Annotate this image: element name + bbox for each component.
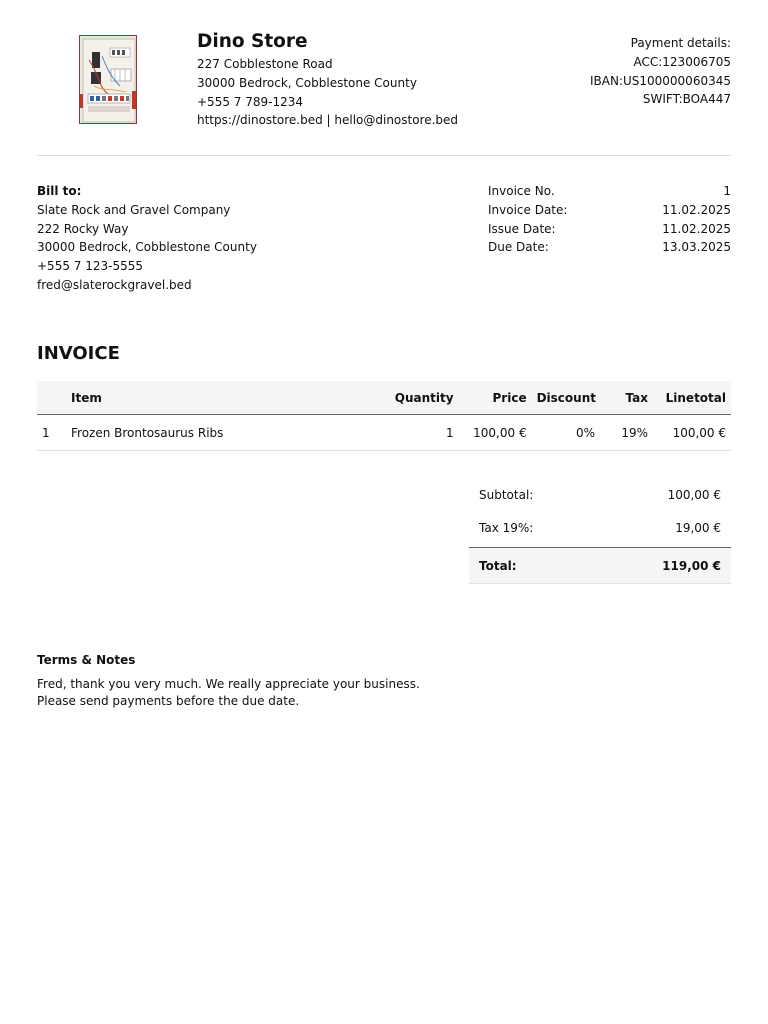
seller-web-email: https://dinostore.bed | hello@dinostore.bed: [197, 113, 459, 128]
meta-row-due-date: [488, 238, 731, 257]
totals-block: [469, 478, 731, 584]
cell-discount: 0%: [532, 415, 601, 451]
subtotal-row: [469, 478, 731, 511]
cell-number: 1: [37, 415, 66, 451]
bill-to-label: Bill to:: [37, 184, 82, 198]
col-header-tax: Tax: [601, 381, 653, 415]
store-logo-image: [79, 35, 137, 124]
subtotal-label: Subtotal:: [479, 487, 534, 502]
col-header-discount: Discount: [532, 381, 601, 415]
invoice-meta: [488, 182, 731, 257]
meta-label: Invoice No.: [488, 184, 555, 198]
meta-row-invoice-no: [488, 182, 731, 201]
subtotal-value: 100,00 €: [667, 487, 721, 502]
cell-quantity: 1: [364, 415, 459, 451]
col-header-item: Item: [66, 381, 364, 415]
seller-address-line2: 30000 Bedrock, Cobblestone County: [197, 75, 417, 90]
cell-linetotal: 100,00 €: [653, 415, 731, 451]
cell-item: Frozen Brontosaurus Ribs: [66, 415, 364, 451]
seller-info: [197, 30, 497, 130]
bill-to-block: [37, 182, 357, 295]
tax-label: Tax 19%:: [479, 520, 534, 535]
seller-address-line1: 227 Cobblestone Road: [197, 57, 333, 71]
meta-label: Due Date:: [488, 240, 549, 255]
payment-details-label: Payment details:: [630, 36, 731, 50]
line-items-table: [37, 381, 731, 451]
bill-to-phone: +555 7 123-5555: [37, 259, 143, 274]
total-value: 119,00 €: [662, 558, 721, 573]
cell-tax: 19%: [601, 415, 653, 451]
header-divider: [37, 155, 731, 156]
meta-value: 11.02.2025: [662, 202, 731, 217]
tax-row: [469, 511, 731, 544]
payment-details: [471, 34, 731, 109]
cell-price: 100,00 €: [459, 415, 532, 451]
bill-to-address-line1: 222 Rocky Way: [37, 221, 129, 236]
bill-to-email: fred@slaterockgravel.bed: [37, 277, 192, 292]
total-row: [469, 547, 731, 584]
table-row: [37, 415, 731, 451]
meta-value: 1: [723, 184, 731, 198]
invoice-title: INVOICE: [37, 343, 120, 364]
seller-phone: +555 7 789-1234: [197, 94, 303, 109]
payment-iban: IBAN:US100000060345: [589, 73, 731, 88]
payment-swift: SWIFT:BOA447: [642, 92, 731, 107]
bill-to-address-line2: 30000 Bedrock, Cobblestone County: [37, 240, 257, 255]
bill-to-name: Slate Rock and Gravel Company: [37, 202, 231, 217]
meta-value: 11.02.2025: [662, 221, 731, 236]
col-header-quantity: Quantity: [364, 381, 459, 415]
notes-line2: Please send payments before the due date.: [37, 693, 300, 708]
tax-value: 19,00 €: [675, 520, 721, 535]
store-name: Dino Store: [197, 31, 308, 52]
notes-line1: Fred, thank you very much. We really appreciate your business.: [37, 677, 420, 691]
meta-label: Invoice Date:: [488, 202, 568, 217]
terms-notes: [37, 651, 537, 709]
terms-notes-label: Terms & Notes: [37, 653, 136, 667]
electrical-panel-illustration: [80, 36, 137, 124]
table-header-row: [37, 381, 731, 415]
meta-label: Issue Date:: [488, 221, 556, 236]
meta-row-invoice-date: [488, 201, 731, 220]
total-label: Total:: [479, 558, 517, 573]
payment-acc: ACC:123006705: [633, 54, 731, 69]
col-header-price: Price: [459, 381, 532, 415]
meta-value: 13.03.2025: [662, 240, 731, 255]
col-header-number: [37, 381, 66, 415]
meta-row-issue-date: [488, 220, 731, 239]
col-header-linetotal: Linetotal: [653, 381, 731, 415]
